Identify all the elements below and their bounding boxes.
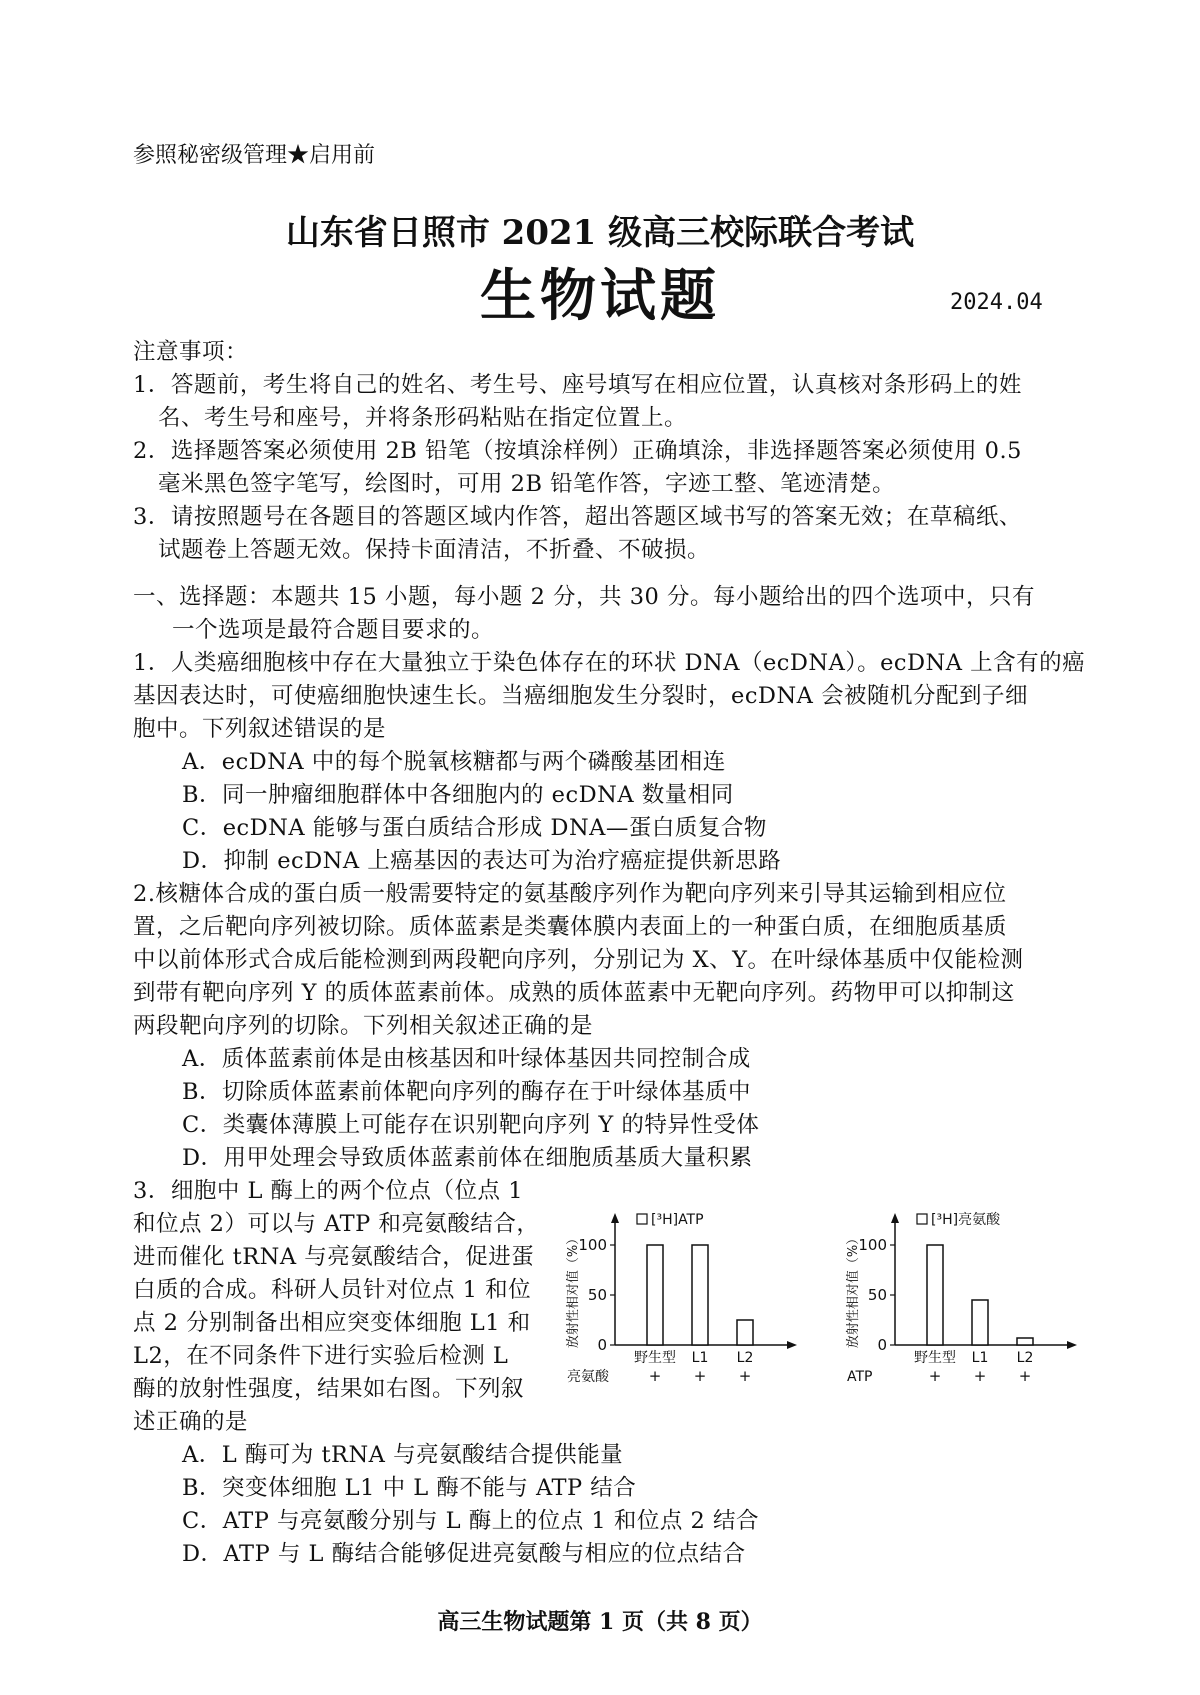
section-heading-line-2: 一个选项是最符合题目要求的。 (172, 617, 495, 643)
chart1-legend-swatch (637, 1214, 647, 1224)
chart1-condition-label: 亮氨酸 (567, 1369, 609, 1385)
q3-option-d: D．ATP 与 L 酶结合能够促进亮氨酸与相应的位点结合 (182, 1541, 746, 1567)
q3-stem-line-1: 3．细胞中 L 酶上的两个位点（位点 1 (133, 1178, 524, 1204)
chart1-y-tick-label: 0 (597, 1336, 607, 1354)
chart2-category-label: L1 (971, 1350, 989, 1366)
chart2-condition-label: ATP (847, 1369, 873, 1385)
q2-stem-line-3: 中以前体形式合成后能检测到两段靶向序列，分别记为 X、Y。在叶绿体基质中仅能检测 (133, 947, 1024, 973)
q2-stem-line-4: 到带有靶向序列 Y 的质体蓝素前体。成熟的质体蓝素中无靶向序列。药物甲可以抑制这 (133, 980, 1015, 1006)
chart1-category-label: 野生型 (634, 1350, 676, 1366)
q2-option-d: D．用甲处理会导致质体蓝素前体在细胞质基质大量积累 (182, 1145, 753, 1171)
q1-option-b: B．同一肿瘤细胞群体中各细胞内的 ecDNA 数量相同 (182, 782, 734, 808)
chart1-legend-label: [³H]ATP (651, 1212, 704, 1228)
chart2-y-axis-label: 放射性相对值（%） (846, 1231, 861, 1349)
chart2-legend-swatch (917, 1214, 927, 1224)
notice-title: 注意事项： (133, 339, 249, 365)
chart1-bar (737, 1320, 753, 1345)
q3-stem-line-8: 述正确的是 (133, 1409, 249, 1435)
q3-stem-line-4: 白质的合成。科研人员针对位点 1 和位 (133, 1277, 532, 1303)
q1-option-a: A．ecDNA 中的每个脱氧核糖都与两个磷酸基团相连 (182, 749, 726, 775)
chart2-legend-label: [³H]亮氨酸 (931, 1212, 1001, 1228)
q1-stem-line-3: 胞中。下列叙述错误的是 (133, 716, 387, 742)
q2-stem-line-2: 置，之后靶向序列被切除。质体蓝素是类囊体膜内表面上的一种蛋白质，在细胞质基质 (133, 914, 1008, 940)
chart2-y-axis-arrow (891, 1213, 899, 1223)
confidentiality-label: 参照秘密级管理★启用前 (133, 143, 376, 168)
q1-option-d: D．抑制 ecDNA 上癌基因的表达可为治疗癌症提供新思路 (182, 848, 782, 874)
q3-option-a: A．L 酶可为 tRNA 与亮氨酸结合提供能量 (182, 1442, 624, 1468)
q3-option-c: C．ATP 与亮氨酸分别与 L 酶上的位点 1 和位点 2 结合 (182, 1508, 760, 1534)
atp-radioactivity-chart (565, 1195, 805, 1395)
chart2-y-tick-label: 0 (877, 1336, 887, 1354)
chart2-y-tick-label: 50 (867, 1286, 887, 1304)
notice-item-3-line-1: 3．请按照题号在各题目的答题区域内作答，超出答题区域书写的答案无效；在草稿纸、 (133, 504, 1022, 530)
section-heading-line-1: 一、选择题：本题共 15 小题，每小题 2 分，共 30 分。每小题给出的四个选项中，只有 (133, 584, 1035, 610)
chart2-bar (1017, 1338, 1033, 1345)
notice-item-1-line-1: 1．答题前，考生将自己的姓名、考生号、座号填写在相应位置，认真核对条形码上的姓 (133, 372, 1022, 398)
chart2-condition-mark: + (1018, 1367, 1032, 1385)
chart1-category-label: L1 (691, 1350, 709, 1366)
chart2-condition-mark: + (928, 1367, 942, 1385)
chart2-category-label: L2 (1016, 1350, 1034, 1366)
notice-item-1-line-2: 名、考生号和座号，并将条形码粘贴在指定位置上。 (158, 405, 688, 431)
q2-stem-line-5: 两段靶向序列的切除。下列相关叙述正确的是 (133, 1013, 594, 1039)
chart1-condition-mark: + (648, 1367, 662, 1385)
exam-date: 2024.04 (950, 290, 1043, 315)
chart1-y-axis-arrow (611, 1213, 619, 1223)
q3-stem-line-3: 进而催化 tRNA 与亮氨酸结合，促进蛋 (133, 1244, 535, 1270)
chart2-x-axis-arrow (1067, 1341, 1077, 1349)
chart2-condition-mark: + (973, 1367, 987, 1385)
q2-option-b: B．切除质体蓝素前体靶向序列的酶存在于叶绿体基质中 (182, 1079, 752, 1105)
notice-item-2-line-1: 2．选择题答案必须使用 2B 铅笔（按填涂样例）正确填涂，非选择题答案必须使用 0.5 (133, 438, 1022, 464)
chart2-bar (927, 1245, 943, 1345)
chart1-category-label: L2 (736, 1350, 754, 1366)
notice-item-2-line-2: 毫米黑色签字笔写，绘图时，可用 2B 铅笔作答，字迹工整、笔迹清楚。 (158, 471, 896, 497)
chart1-condition-mark: + (738, 1367, 752, 1385)
q3-option-b: B．突变体细胞 L1 中 L 酶不能与 ATP 结合 (182, 1475, 637, 1501)
leucine-radioactivity-chart (845, 1195, 1085, 1395)
q1-stem-line-1: 1．人类癌细胞核中存在大量独立于染色体存在的环状 DNA（ecDNA）。ecDNA 上含有的癌 (133, 650, 1086, 676)
q1-option-c: C．ecDNA 能够与蛋白质结合形成 DNA—蛋白质复合物 (182, 815, 767, 841)
page-footer: 高三生物试题第 1 页（共 8 页） (437, 1609, 763, 1635)
q3-stem-line-7: 酶的放射性强度，结果如右图。下列叙 (133, 1376, 525, 1402)
exam-title: 山东省日照市 2021 级高三校际联合考试 (285, 213, 915, 253)
q3-stem-line-2: 和位点 2）可以与 ATP 和亮氨酸结合， (133, 1211, 540, 1237)
subject-title: 生物试题 (480, 263, 720, 329)
q2-stem-line-1: 2.核糖体合成的蛋白质一般需要特定的氨基酸序列作为靶向序列来引导其运输到相应位 (133, 881, 1007, 907)
q1-stem-line-2: 基因表达时，可使癌细胞快速生长。当癌细胞发生分裂时，ecDNA 会被随机分配到子细 (133, 683, 1029, 709)
q2-option-c: C．类囊体薄膜上可能存在识别靶向序列 Y 的特异性受体 (182, 1112, 760, 1138)
q3-stem-line-6: L2，在不同条件下进行实验后检测 L (133, 1343, 509, 1369)
chart1-y-axis-label: 放射性相对值（%） (566, 1231, 581, 1349)
chart1-y-tick-label: 50 (587, 1286, 607, 1304)
chart2-bar (972, 1300, 988, 1345)
chart1-x-axis-arrow (787, 1341, 797, 1349)
chart1-condition-mark: + (693, 1367, 707, 1385)
chart2-category-label: 野生型 (914, 1350, 956, 1366)
q3-stem-line-5: 点 2 分别制备出相应突变体细胞 L1 和 (133, 1310, 531, 1336)
chart1-bar (692, 1245, 708, 1345)
chart2-y-tick-label: 100 (858, 1236, 887, 1254)
chart1-bar (647, 1245, 663, 1345)
notice-item-3-line-2: 试题卷上答题无效。保持卡面清洁，不折叠、不破损。 (158, 537, 711, 563)
chart1-y-tick-label: 100 (578, 1236, 607, 1254)
q2-option-a: A．质体蓝素前体是由核基因和叶绿体基因共同控制合成 (182, 1046, 751, 1072)
